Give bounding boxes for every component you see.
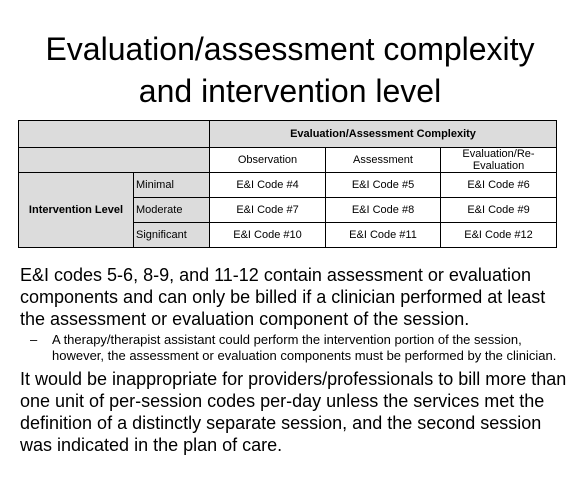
- body-paragraph-2: It would be inappropriate for providers/professionals to bill more than one unit of per-session codes per-day unless the services met the definition of a distinctly separate session, and the second session was indicated in the plan of care.: [20, 369, 567, 455]
- table-corner-cell-2: [19, 148, 210, 173]
- slide-body: [20, 264, 568, 456]
- bullet-text: A therapy/therapist assistant could perform the intervention portion of the session, however, the assessment or evaluation components must be performed by the clinician.: [52, 332, 557, 363]
- table-header-row: [19, 121, 557, 148]
- column-header-evaluation: Evaluation/Re-Evaluation: [441, 148, 557, 173]
- table-cell: E&I Code #11: [326, 223, 441, 248]
- table-column-header-row: [19, 148, 557, 173]
- table-row: [19, 173, 557, 198]
- intervention-level-header: Intervention Level: [19, 173, 134, 248]
- slide-title: [0, 28, 580, 112]
- row-label-significant: Significant: [134, 223, 210, 248]
- table-cell: E&I Code #8: [326, 198, 441, 223]
- bullet-item: [20, 332, 568, 364]
- column-header-observation: Observation: [210, 148, 326, 173]
- table-corner-cell: [19, 121, 210, 148]
- row-label-minimal: Minimal: [134, 173, 210, 198]
- table-cell: E&I Code #9: [441, 198, 557, 223]
- slide-title-line-1: Evaluation/assessment complexity: [45, 31, 535, 67]
- table-cell: E&I Code #4: [210, 173, 326, 198]
- body-paragraph-1: E&I codes 5-6, 8-9, and 11-12 contain assessment or evaluation components and can only be billed if a clinician performed at least the assessment or evaluation component of the session.: [20, 265, 546, 329]
- column-header-assessment: Assessment: [326, 148, 441, 173]
- table-cell: E&I Code #5: [326, 173, 441, 198]
- row-label-moderate: Moderate: [134, 198, 210, 223]
- dash-bullet-icon: –: [30, 332, 38, 347]
- complexity-table: [18, 120, 557, 248]
- slide-title-line-2: and intervention level: [138, 73, 442, 109]
- table-cell: E&I Code #10: [210, 223, 326, 248]
- complexity-header-cell: Evaluation/Assessment Complexity: [210, 121, 557, 148]
- table-cell: E&I Code #6: [441, 173, 557, 198]
- table-cell: E&I Code #7: [210, 198, 326, 223]
- table-cell: E&I Code #12: [441, 223, 557, 248]
